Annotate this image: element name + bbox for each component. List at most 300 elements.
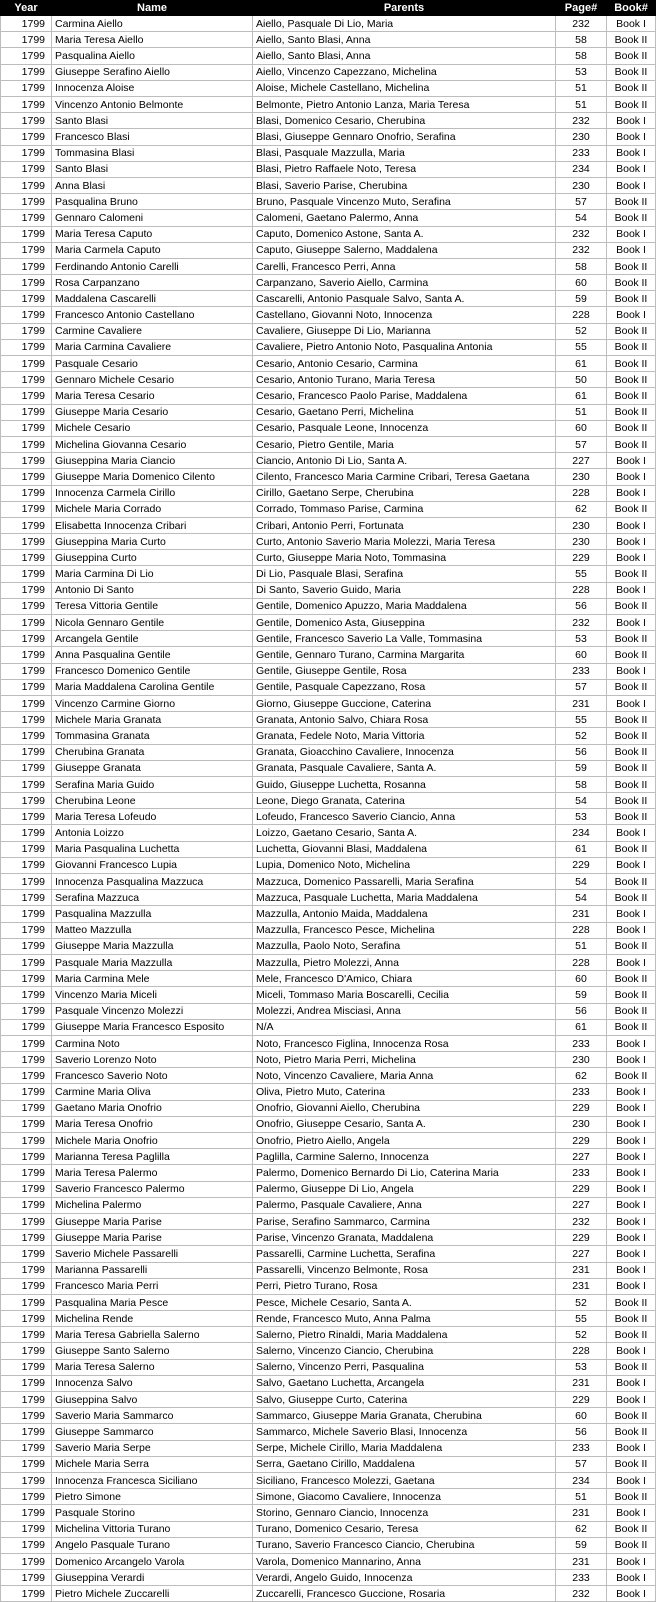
year-cell: 1799: [1, 242, 52, 258]
book-cell: Book I: [607, 922, 656, 938]
year-cell: 1799: [1, 1116, 52, 1132]
parents-cell: Leone, Diego Granata, Caterina: [253, 793, 556, 809]
name-cell: Elisabetta Innocenza Cribari: [52, 517, 253, 533]
year-cell: 1799: [1, 1035, 52, 1051]
book-cell: Book I: [607, 161, 656, 177]
name-cell: Francesco Maria Perri: [52, 1278, 253, 1294]
book-cell: Book II: [607, 97, 656, 113]
parents-cell: Gentile, Domenico Asta, Giuseppina: [253, 615, 556, 631]
book-cell: Book I: [607, 469, 656, 485]
parents-cell: Molezzi, Andrea Misciasi, Anna: [253, 1003, 556, 1019]
name-cell: Giuseppe Maria Francesco Esposito: [52, 1019, 253, 1035]
page-cell: 233: [556, 663, 607, 679]
page-cell: 228: [556, 1343, 607, 1359]
page-cell: 232: [556, 1586, 607, 1602]
parents-cell: Miceli, Tommaso Maria Boscarelli, Cecilia: [253, 987, 556, 1003]
year-cell: 1799: [1, 356, 52, 372]
book-cell: Book II: [607, 760, 656, 776]
header-row: [1, 1, 656, 16]
parents-cell: Aiello, Vincenzo Capezzano, Michelina: [253, 64, 556, 80]
table-row: [1, 712, 656, 728]
book-cell: Book II: [607, 1408, 656, 1424]
year-cell: 1799: [1, 64, 52, 80]
book-cell: Book II: [607, 1068, 656, 1084]
parents-cell: Cesario, Francesco Paolo Parise, Maddalena: [253, 388, 556, 404]
table-row: [1, 356, 656, 372]
table-row: [1, 776, 656, 792]
table-row: [1, 874, 656, 890]
year-cell: 1799: [1, 113, 52, 129]
year-cell: 1799: [1, 1570, 52, 1586]
year-cell: 1799: [1, 1553, 52, 1569]
parents-cell: Granata, Antonio Salvo, Chiara Rosa: [253, 712, 556, 728]
year-cell: 1799: [1, 566, 52, 582]
parents-cell: N/A: [253, 1019, 556, 1035]
year-cell: 1799: [1, 679, 52, 695]
page-cell: 56: [556, 1003, 607, 1019]
book-cell: Book II: [607, 1489, 656, 1505]
name-cell: Innocenza Aloise: [52, 80, 253, 96]
parents-cell: Cavaliere, Giuseppe Di Lio, Marianna: [253, 323, 556, 339]
year-cell: 1799: [1, 1197, 52, 1213]
name-cell: Pasquale Maria Mazzulla: [52, 954, 253, 970]
parents-cell: Salvo, Giuseppe Curto, Caterina: [253, 1392, 556, 1408]
name-cell: Giuseppina Maria Curto: [52, 534, 253, 550]
name-cell: Giuseppe Maria Parise: [52, 1230, 253, 1246]
name-cell: Carmina Noto: [52, 1035, 253, 1051]
parents-cell: Salerno, Vincenzo Perri, Pasqualina: [253, 1359, 556, 1375]
name-cell: Anna Pasqualina Gentile: [52, 647, 253, 663]
table-row: [1, 793, 656, 809]
parents-cell: Aloise, Michele Castellano, Michelina: [253, 80, 556, 96]
year-cell: 1799: [1, 825, 52, 841]
page-cell: 52: [556, 728, 607, 744]
page-cell: 229: [556, 550, 607, 566]
parents-cell: Carelli, Francesco Perri, Anna: [253, 258, 556, 274]
year-cell: 1799: [1, 1440, 52, 1456]
table-row: [1, 534, 656, 550]
year-cell: 1799: [1, 971, 52, 987]
name-cell: Michelina Palermo: [52, 1197, 253, 1213]
table-row: [1, 388, 656, 404]
year-cell: 1799: [1, 1424, 52, 1440]
parents-cell: Caputo, Giuseppe Salerno, Maddalena: [253, 242, 556, 258]
page-cell: 55: [556, 566, 607, 582]
name-cell: Francesco Antonio Castellano: [52, 307, 253, 323]
page-cell: 229: [556, 857, 607, 873]
book-cell: Book I: [607, 307, 656, 323]
name-cell: Carmine Cavaliere: [52, 323, 253, 339]
book-cell: Book II: [607, 647, 656, 663]
parents-cell: Mazzuca, Domenico Passarelli, Maria Serafina: [253, 874, 556, 890]
table-row: [1, 1424, 656, 1440]
header-page: Page#: [556, 1, 607, 16]
name-cell: Pietro Michele Zuccarelli: [52, 1586, 253, 1602]
page-cell: 60: [556, 647, 607, 663]
page-cell: 52: [556, 1294, 607, 1310]
parents-cell: Sammarco, Michele Saverio Blasi, Innocenza: [253, 1424, 556, 1440]
year-cell: 1799: [1, 1262, 52, 1278]
book-cell: Book II: [607, 1537, 656, 1553]
page-cell: 233: [556, 1440, 607, 1456]
parents-cell: Palermo, Domenico Bernardo Di Lio, Caterina Maria: [253, 1165, 556, 1181]
parents-cell: Calomeni, Gaetano Palermo, Anna: [253, 210, 556, 226]
page-cell: 232: [556, 242, 607, 258]
table-row: [1, 1213, 656, 1229]
table-row: [1, 890, 656, 906]
book-cell: Book II: [607, 194, 656, 210]
table-row: [1, 323, 656, 339]
book-cell: Book II: [607, 372, 656, 388]
year-cell: 1799: [1, 760, 52, 776]
year-cell: 1799: [1, 1408, 52, 1424]
name-cell: Giovanni Francesco Lupia: [52, 857, 253, 873]
parents-cell: Simone, Giacomo Cavaliere, Innocenza: [253, 1489, 556, 1505]
parents-cell: Blasi, Giuseppe Gennaro Onofrio, Serafina: [253, 129, 556, 145]
year-cell: 1799: [1, 307, 52, 323]
book-cell: Book II: [607, 258, 656, 274]
parents-cell: Gentile, Francesco Saverio La Valle, Tommasina: [253, 631, 556, 647]
table-row: [1, 631, 656, 647]
table-row: [1, 1165, 656, 1181]
parents-cell: Cilento, Francesco Maria Carmine Cribari, Teresa Gaetana: [253, 469, 556, 485]
year-cell: 1799: [1, 1019, 52, 1035]
book-cell: Book I: [607, 517, 656, 533]
table-row: [1, 615, 656, 631]
year-cell: 1799: [1, 598, 52, 614]
book-cell: Book II: [607, 728, 656, 744]
book-cell: Book I: [607, 1375, 656, 1391]
page-cell: 232: [556, 615, 607, 631]
year-cell: 1799: [1, 744, 52, 760]
parents-cell: Turano, Domenico Cesario, Teresa: [253, 1521, 556, 1537]
parents-cell: Guido, Giuseppe Luchetta, Rosanna: [253, 776, 556, 792]
parents-cell: Giorno, Giuseppe Guccione, Caterina: [253, 695, 556, 711]
table-row: [1, 1521, 656, 1537]
book-cell: Book I: [607, 1570, 656, 1586]
table-row: [1, 97, 656, 113]
table-row: [1, 517, 656, 533]
parents-cell: Corrado, Tommaso Parise, Carmina: [253, 501, 556, 517]
year-cell: 1799: [1, 194, 52, 210]
name-cell: Giuseppe Santo Salerno: [52, 1343, 253, 1359]
name-cell: Pasqualina Maria Pesce: [52, 1294, 253, 1310]
year-cell: 1799: [1, 226, 52, 242]
table-row: [1, 1230, 656, 1246]
name-cell: Pasquale Vincenzo Molezzi: [52, 1003, 253, 1019]
page-cell: 55: [556, 712, 607, 728]
name-cell: Tommasina Blasi: [52, 145, 253, 161]
name-cell: Maria Teresa Lofeudo: [52, 809, 253, 825]
book-cell: Book I: [607, 129, 656, 145]
year-cell: 1799: [1, 517, 52, 533]
name-cell: Cherubina Granata: [52, 744, 253, 760]
table-row: [1, 453, 656, 469]
book-cell: Book I: [607, 1392, 656, 1408]
name-cell: Giuseppe Maria Mazzulla: [52, 938, 253, 954]
table-row: [1, 1278, 656, 1294]
table-row: [1, 1149, 656, 1165]
year-cell: 1799: [1, 1181, 52, 1197]
book-cell: Book II: [607, 48, 656, 64]
name-cell: Gaetano Maria Onofrio: [52, 1100, 253, 1116]
page-cell: 234: [556, 1472, 607, 1488]
book-cell: Book I: [607, 1440, 656, 1456]
year-cell: 1799: [1, 890, 52, 906]
parents-cell: Luchetta, Giovanni Blasi, Maddalena: [253, 841, 556, 857]
page-cell: 234: [556, 161, 607, 177]
book-cell: Book II: [607, 388, 656, 404]
page-cell: 56: [556, 1424, 607, 1440]
table-row: [1, 226, 656, 242]
book-cell: Book II: [607, 890, 656, 906]
book-cell: Book I: [607, 1133, 656, 1149]
page-cell: 59: [556, 1537, 607, 1553]
parents-cell: Perri, Pietro Turano, Rosa: [253, 1278, 556, 1294]
year-cell: 1799: [1, 1165, 52, 1181]
page-cell: 58: [556, 48, 607, 64]
page-cell: 229: [556, 1392, 607, 1408]
page-cell: 233: [556, 1084, 607, 1100]
name-cell: Gennaro Michele Cesario: [52, 372, 253, 388]
book-cell: Book II: [607, 323, 656, 339]
book-cell: Book I: [607, 534, 656, 550]
parents-cell: Belmonte, Pietro Antonio Lanza, Maria Teresa: [253, 97, 556, 113]
name-cell: Michele Maria Onofrio: [52, 1133, 253, 1149]
name-cell: Teresa Vittoria Gentile: [52, 598, 253, 614]
parents-cell: Granata, Pasquale Cavaliere, Santa A.: [253, 760, 556, 776]
book-cell: Book II: [607, 679, 656, 695]
year-cell: 1799: [1, 291, 52, 307]
page-cell: 51: [556, 80, 607, 96]
year-cell: 1799: [1, 938, 52, 954]
table-row: [1, 938, 656, 954]
parents-cell: Oliva, Pietro Muto, Caterina: [253, 1084, 556, 1100]
year-cell: 1799: [1, 534, 52, 550]
name-cell: Maria Teresa Palermo: [52, 1165, 253, 1181]
parents-cell: Noto, Francesco Figlina, Innocenza Rosa: [253, 1035, 556, 1051]
book-cell: Book II: [607, 631, 656, 647]
page-cell: 228: [556, 582, 607, 598]
year-cell: 1799: [1, 1052, 52, 1068]
name-cell: Maria Teresa Caputo: [52, 226, 253, 242]
name-cell: Pasqualina Bruno: [52, 194, 253, 210]
parents-cell: Cesario, Antonio Cesario, Carmina: [253, 356, 556, 372]
book-cell: Book I: [607, 857, 656, 873]
parents-cell: Cascarelli, Antonio Pasquale Salvo, Santa A.: [253, 291, 556, 307]
name-cell: Serafina Mazzuca: [52, 890, 253, 906]
page-cell: 60: [556, 420, 607, 436]
table-row: [1, 647, 656, 663]
parents-cell: Mazzulla, Francesco Pesce, Michelina: [253, 922, 556, 938]
table-row: [1, 809, 656, 825]
page-cell: 227: [556, 1246, 607, 1262]
page-cell: 53: [556, 809, 607, 825]
page-cell: 60: [556, 971, 607, 987]
year-cell: 1799: [1, 1505, 52, 1521]
book-cell: Book II: [607, 501, 656, 517]
book-cell: Book I: [607, 954, 656, 970]
book-cell: Book I: [607, 1472, 656, 1488]
name-cell: Giuseppe Maria Domenico Cilento: [52, 469, 253, 485]
parents-cell: Parise, Vincenzo Granata, Maddalena: [253, 1230, 556, 1246]
page-cell: 50: [556, 372, 607, 388]
name-cell: Innocenza Francesca Siciliano: [52, 1472, 253, 1488]
parents-cell: Mazzuca, Pasquale Luchetta, Maria Maddalena: [253, 890, 556, 906]
parents-cell: Sammarco, Giuseppe Maria Granata, Cherubina: [253, 1408, 556, 1424]
book-cell: Book I: [607, 16, 656, 32]
name-cell: Michele Maria Corrado: [52, 501, 253, 517]
parents-cell: Pesce, Michele Cesario, Santa A.: [253, 1294, 556, 1310]
year-cell: 1799: [1, 1521, 52, 1537]
year-cell: 1799: [1, 1392, 52, 1408]
book-cell: Book II: [607, 938, 656, 954]
table-row: [1, 1294, 656, 1310]
page-cell: 227: [556, 453, 607, 469]
table-row: [1, 1084, 656, 1100]
page-cell: 230: [556, 1116, 607, 1132]
year-cell: 1799: [1, 1343, 52, 1359]
table-row: [1, 1440, 656, 1456]
table-row: [1, 760, 656, 776]
table-row: [1, 1570, 656, 1586]
name-cell: Michele Cesario: [52, 420, 253, 436]
name-cell: Giuseppina Verardi: [52, 1570, 253, 1586]
year-cell: 1799: [1, 874, 52, 890]
table-row: [1, 728, 656, 744]
book-cell: Book I: [607, 1116, 656, 1132]
page-cell: 230: [556, 1052, 607, 1068]
parents-cell: Salerno, Vincenzo Ciancio, Cherubina: [253, 1343, 556, 1359]
page-cell: 59: [556, 987, 607, 1003]
table-row: [1, 1343, 656, 1359]
parents-cell: Mele, Francesco D'Amico, Chiara: [253, 971, 556, 987]
book-cell: Book I: [607, 1181, 656, 1197]
table-row: [1, 679, 656, 695]
table-row: [1, 372, 656, 388]
page-cell: 232: [556, 226, 607, 242]
parents-cell: Mazzulla, Paolo Noto, Serafina: [253, 938, 556, 954]
name-cell: Pasquale Cesario: [52, 356, 253, 372]
page-cell: 61: [556, 356, 607, 372]
year-cell: 1799: [1, 841, 52, 857]
parents-cell: Granata, Gioacchino Cavaliere, Innocenza: [253, 744, 556, 760]
year-cell: 1799: [1, 1100, 52, 1116]
book-cell: Book II: [607, 436, 656, 452]
parents-cell: Lofeudo, Francesco Saverio Ciancio, Anna: [253, 809, 556, 825]
book-cell: Book I: [607, 1505, 656, 1521]
page-cell: 51: [556, 1489, 607, 1505]
parents-cell: Verardi, Angelo Guido, Innocenza: [253, 1570, 556, 1586]
page-cell: 231: [556, 1262, 607, 1278]
year-cell: 1799: [1, 420, 52, 436]
page-cell: 228: [556, 485, 607, 501]
year-cell: 1799: [1, 372, 52, 388]
year-cell: 1799: [1, 1586, 52, 1602]
table-row: [1, 1456, 656, 1472]
year-cell: 1799: [1, 258, 52, 274]
header-name: Name: [52, 1, 253, 16]
table-row: [1, 32, 656, 48]
parents-cell: Onofrio, Pietro Aiello, Angela: [253, 1133, 556, 1149]
book-cell: Book I: [607, 1052, 656, 1068]
parents-cell: Di Santo, Saverio Guido, Maria: [253, 582, 556, 598]
year-cell: 1799: [1, 954, 52, 970]
name-cell: Saverio Maria Sammarco: [52, 1408, 253, 1424]
name-cell: Pasquale Storino: [52, 1505, 253, 1521]
page-cell: 234: [556, 825, 607, 841]
book-cell: Book II: [607, 1359, 656, 1375]
page-cell: 54: [556, 210, 607, 226]
year-cell: 1799: [1, 1375, 52, 1391]
year-cell: 1799: [1, 469, 52, 485]
page-cell: 59: [556, 291, 607, 307]
name-cell: Tommasina Granata: [52, 728, 253, 744]
page-cell: 56: [556, 598, 607, 614]
table-row: [1, 987, 656, 1003]
parents-cell: Blasi, Saverio Parise, Cherubina: [253, 177, 556, 193]
page-cell: 233: [556, 1570, 607, 1586]
name-cell: Innocenza Pasqualina Mazzuca: [52, 874, 253, 890]
page-cell: 57: [556, 1456, 607, 1472]
page-cell: 230: [556, 129, 607, 145]
header-book: Book#: [607, 1, 656, 16]
parents-cell: Cesario, Pasquale Leone, Innocenza: [253, 420, 556, 436]
book-cell: Book II: [607, 356, 656, 372]
page-cell: 61: [556, 1019, 607, 1035]
name-cell: Michelina Vittoria Turano: [52, 1521, 253, 1537]
book-cell: Book I: [607, 1262, 656, 1278]
year-cell: 1799: [1, 388, 52, 404]
page-cell: 231: [556, 1375, 607, 1391]
page-cell: 229: [556, 1100, 607, 1116]
table-row: [1, 1327, 656, 1343]
book-cell: Book I: [607, 1149, 656, 1165]
name-cell: Angelo Pasquale Turano: [52, 1537, 253, 1553]
name-cell: Marianna Teresa Paglilla: [52, 1149, 253, 1165]
book-cell: Book II: [607, 971, 656, 987]
year-cell: 1799: [1, 1537, 52, 1553]
year-cell: 1799: [1, 177, 52, 193]
table-row: [1, 744, 656, 760]
year-cell: 1799: [1, 1230, 52, 1246]
parents-cell: Cesario, Pietro Gentile, Maria: [253, 436, 556, 452]
page-cell: 61: [556, 841, 607, 857]
table-row: [1, 954, 656, 970]
table-row: [1, 1359, 656, 1375]
parents-cell: Siciliano, Francesco Molezzi, Gaetana: [253, 1472, 556, 1488]
table-row: [1, 1553, 656, 1569]
page-cell: 54: [556, 874, 607, 890]
table-row: [1, 582, 656, 598]
parents-cell: Zuccarelli, Francesco Guccione, Rosaria: [253, 1586, 556, 1602]
table-row: [1, 1537, 656, 1553]
book-cell: Book I: [607, 1084, 656, 1100]
parents-cell: Carpanzano, Saverio Aiello, Carmina: [253, 275, 556, 291]
year-cell: 1799: [1, 631, 52, 647]
table-row: [1, 469, 656, 485]
page-cell: 228: [556, 954, 607, 970]
book-cell: Book I: [607, 1586, 656, 1602]
parents-cell: Gentile, Domenico Apuzzo, Maria Maddalena: [253, 598, 556, 614]
page-cell: 53: [556, 64, 607, 80]
book-cell: Book II: [607, 1003, 656, 1019]
parents-cell: Mazzulla, Pietro Molezzi, Anna: [253, 954, 556, 970]
name-cell: Vincenzo Antonio Belmonte: [52, 97, 253, 113]
name-cell: Carmina Aiello: [52, 16, 253, 32]
table-row: [1, 1100, 656, 1116]
name-cell: Antonio Di Santo: [52, 582, 253, 598]
